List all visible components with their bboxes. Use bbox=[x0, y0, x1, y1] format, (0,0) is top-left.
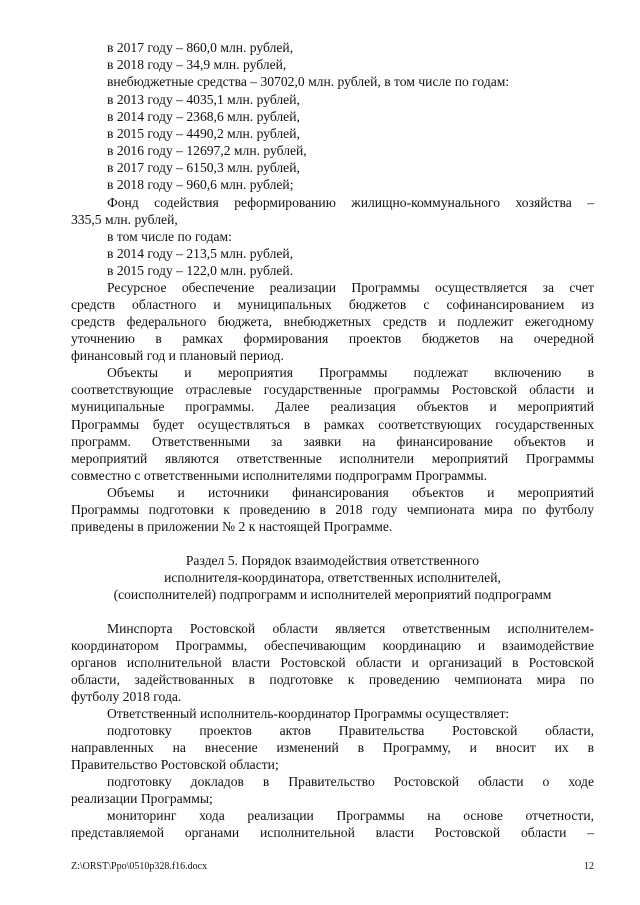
text-line: в 2017 году – 860,0 млн. рублей, bbox=[107, 40, 294, 55]
text-line: Объемы и источники финансирования объектов и мероприятий bbox=[107, 485, 594, 500]
text-line: направленных на внесение изменений в Программу, и вносит их в bbox=[71, 740, 594, 755]
text-line: муниципальные программы. Далее реализация объектов и мероприятий bbox=[71, 399, 594, 414]
text-line: в 2018 году – 960,6 млн. рублей; bbox=[107, 177, 294, 192]
text-line: в 2018 году – 34,9 млн. рублей, bbox=[107, 57, 287, 72]
text-line: органов исполнительной власти Ростовской области и организаций в Ростовской bbox=[71, 655, 594, 670]
text-line: координатором Программы, обеспечивающим координацию и взаимодействие bbox=[71, 638, 594, 653]
text-line: уточнению в рамках формирования проектов бюджетов на очередной bbox=[71, 331, 594, 346]
text-line: Минспорта Ростовской области является ответственным исполнителем- bbox=[107, 621, 594, 636]
text-line: Ответственный исполнитель-координатор Программы осуществляет: bbox=[107, 706, 510, 721]
section-heading: Раздел 5. Порядок взаимодействия ответственного bbox=[185, 553, 480, 568]
text-line: Ресурсное обеспечение реализации Программы осуществляется за счет bbox=[107, 280, 594, 295]
text-line: области, задействованных в подготовке к проведению чемпионата мира по bbox=[71, 672, 594, 687]
text-line: Фонд содействия реформированию жилищно-коммунального хозяйства – bbox=[107, 195, 594, 210]
text-line: финансовый год и плановый период. bbox=[71, 348, 284, 363]
footer-file-path: Z:\ORST\Ppo\0510p328.f16.docx bbox=[71, 861, 208, 872]
text-line: подготовку докладов в Правительство Ростовской области о ходе bbox=[107, 774, 594, 789]
text-line: 335,5 млн. рублей, bbox=[71, 212, 178, 227]
text-line: средств областного и муниципальных бюджетов с софинансированием из bbox=[71, 297, 594, 312]
text-line: реализации Программы; bbox=[71, 791, 213, 806]
text-line: в 2013 году – 4035,1 млн. рублей, bbox=[107, 92, 300, 107]
text-line: совместно с ответственными исполнителями подпрограмм Программы. bbox=[71, 468, 488, 483]
section-heading: (соисполнителей) подпрограмм и исполнителей мероприятий подпрограмм bbox=[113, 587, 552, 602]
text-line: подготовку проектов актов Правительства Ростовской области, bbox=[107, 723, 594, 738]
text-line: соответствующие отраслевые государственные программы Ростовской области и bbox=[71, 382, 594, 397]
text-line: мониторинг хода реализации Программы на основе отчетности, bbox=[107, 808, 594, 823]
section-heading: исполнителя-координатора, ответственных исполнителей, bbox=[164, 570, 501, 585]
text-line: в 2014 году – 213,5 млн. рублей, bbox=[107, 246, 294, 261]
text-line: Программы подготовки к проведению в 2018 году чемпионата мира по футболу bbox=[71, 502, 594, 517]
text-line: в 2014 году – 2368,6 млн. рублей, bbox=[107, 109, 300, 124]
text-line: Программы будет осуществляться в рамках соответствующих государственных bbox=[71, 417, 594, 432]
text-line: внебюджетные средства – 30702,0 млн. рублей, в том числе по годам: bbox=[107, 74, 510, 89]
text-line: в 2015 году – 4490,2 млн. рублей, bbox=[107, 126, 300, 141]
text-line: программ. Ответственными за заявки на финансирование объектов и bbox=[71, 434, 594, 449]
text-line: в 2016 году – 12697,2 млн. рублей, bbox=[107, 143, 307, 158]
text-line: в 2017 году – 6150,3 млн. рублей, bbox=[107, 160, 300, 175]
page-number: 12 bbox=[584, 861, 594, 872]
text-line: мероприятий являются ответственные исполнители мероприятий Программы bbox=[71, 451, 594, 466]
text-line: в том числе по годам: bbox=[107, 229, 232, 244]
text-line: средств федерального бюджета, внебюджетных средств и подлежит ежегодному bbox=[71, 314, 594, 329]
text-line: Объекты и мероприятия Программы подлежат включению в bbox=[107, 365, 594, 380]
text-line: представляемой органами исполнительной власти Ростовской области – bbox=[71, 825, 594, 840]
text-line: Правительство Ростовской области; bbox=[71, 757, 279, 772]
text-line: в 2015 году – 122,0 млн. рублей. bbox=[107, 263, 294, 278]
text-line: приведены в приложении № 2 к настоящей Программе. bbox=[71, 519, 393, 534]
text-line: футболу 2018 года. bbox=[71, 689, 182, 704]
